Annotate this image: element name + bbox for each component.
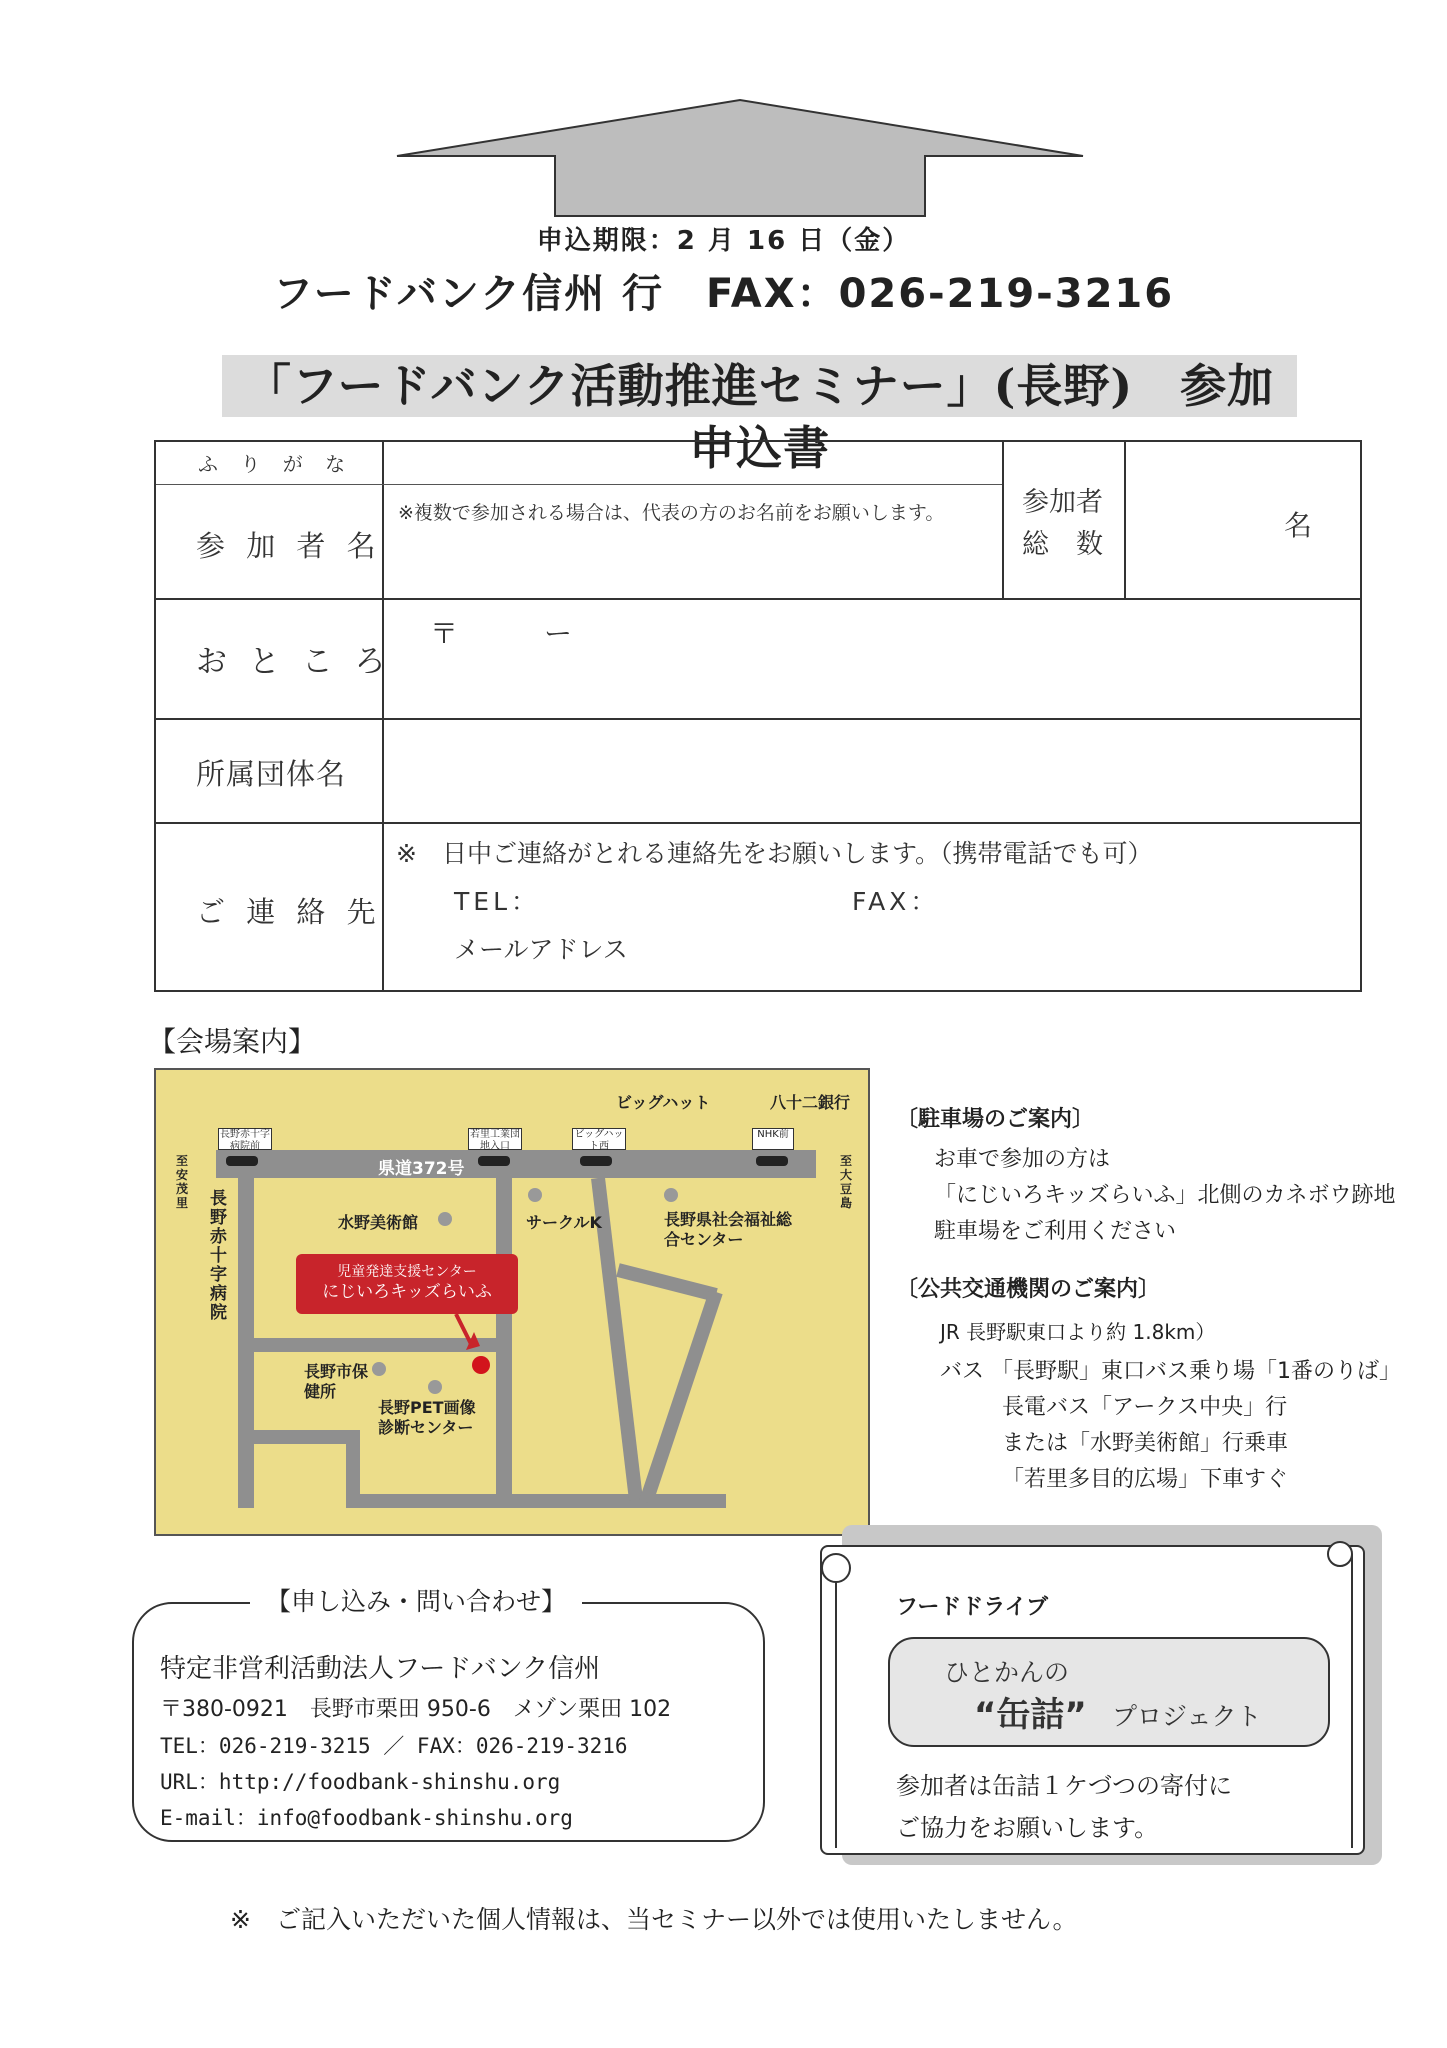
furigana-field[interactable] bbox=[384, 442, 1002, 484]
participant-name-note: ※複数で参加される場合は、代表の方のお名前をお願いします。 bbox=[398, 502, 945, 524]
signal-red-cross: 長野赤十字病院前 bbox=[220, 1129, 270, 1152]
transit-heading: 〔公共交通機関のご案内〕 bbox=[896, 1277, 1161, 1302]
contact-field[interactable] bbox=[384, 824, 1362, 992]
health-center-label: 長野市保健所 bbox=[304, 1362, 369, 1401]
fax-destination: フードバンク信州 行 FAX：026-219-3216 bbox=[272, 271, 1175, 317]
participant-name-label: 参 加 者 名 bbox=[196, 529, 382, 563]
to-right-label: 至大豆島 bbox=[840, 1154, 853, 1210]
email-label: メールアドレス bbox=[454, 935, 628, 964]
address-field[interactable] bbox=[384, 600, 1362, 718]
privacy-note: ※ ご記入いただいた個人情報は、当セミナー以外では使用いたしません。 bbox=[230, 1905, 1078, 1934]
parking-line-2: 「にじいろキッズらいふ」北側のカネボウ跡地 bbox=[934, 1183, 1396, 1208]
furigana-divider bbox=[156, 484, 1002, 485]
upward-arrow-shape bbox=[395, 98, 1085, 218]
furigana-label: ふ り が な bbox=[198, 452, 354, 476]
postal-mark: 〒 bbox=[430, 617, 459, 650]
food-drive-title: フードドライブ bbox=[896, 1595, 1049, 1620]
parking-line-3: 駐車場をご利用ください bbox=[934, 1219, 1177, 1244]
bank-label: 八十二銀行 bbox=[770, 1093, 851, 1112]
project-can: “缶詰” bbox=[974, 1695, 1087, 1735]
contact-label: ご 連 絡 先 bbox=[196, 895, 382, 929]
contact-phone: TEL：026-219-3215 ／ FAX：026-219-3216 bbox=[160, 1734, 628, 1758]
address-label: お と こ ろ bbox=[196, 644, 392, 680]
venue-heading: 【会場案内】 bbox=[148, 1025, 317, 1058]
destination-line2: にじいろキッズらいふ bbox=[322, 1282, 492, 1302]
organization-label: 所属団体名 bbox=[196, 757, 347, 791]
project-line1: ひとかんの bbox=[944, 1658, 1070, 1687]
organization-field[interactable] bbox=[384, 720, 1362, 822]
total-participants-field[interactable] bbox=[1126, 442, 1362, 598]
contact-heading: 【申し込み・問い合わせ】 bbox=[250, 1582, 582, 1618]
total-label-line2: 総 数 bbox=[1022, 529, 1103, 560]
welfare-center-label: 長野県社会福祉総合センター bbox=[664, 1210, 793, 1249]
transit-line-5: 「若里多目的広場」下車すぐ bbox=[1002, 1467, 1289, 1492]
contact-url[interactable]: URL：http://foodbank-shinshu.org bbox=[160, 1770, 561, 1794]
signal-bighat-west: ビッグハット西 bbox=[572, 1128, 626, 1150]
to-left-label: 至安茂里 bbox=[176, 1154, 189, 1210]
contact-email[interactable]: E-mail：info@foodbank-shinshu.org bbox=[160, 1806, 573, 1830]
project-word: プロジェクト bbox=[1112, 1702, 1262, 1731]
parking-heading: 〔駐車場のご案内〕 bbox=[896, 1107, 1095, 1132]
parking-line-1: お車で参加の方は bbox=[934, 1147, 1111, 1172]
museum-label: 水野美術館 bbox=[338, 1213, 419, 1232]
food-drive-note-1: 参加者は缶詰１ケづつの寄付に bbox=[896, 1772, 1232, 1800]
road-label: 県道372号 bbox=[378, 1159, 465, 1179]
transit-line-1: JR 長野駅東口より約 1.8km） bbox=[940, 1320, 1216, 1344]
application-form bbox=[154, 440, 1362, 992]
food-drive-note-2: ご協力をお願いします。 bbox=[896, 1814, 1159, 1842]
postal-dash: ー bbox=[544, 617, 573, 650]
signal-nhk: NHK前 bbox=[752, 1128, 794, 1150]
circle-k-label: サークルK bbox=[526, 1213, 602, 1232]
contact-organization: 特定非営利活動法人フードバンク信州 bbox=[160, 1654, 601, 1684]
form-title: 「フードバンク活動推進セミナー」(長野) 参加申込書 bbox=[222, 355, 1297, 417]
venue-map bbox=[154, 1068, 870, 1536]
deadline-text: 申込期限：2 月 16 日（金） bbox=[536, 226, 911, 256]
hospital-label: 長野赤十字病院 bbox=[210, 1189, 227, 1323]
transit-line-3: 長電バス「アークス中央」行 bbox=[1002, 1395, 1288, 1420]
pet-center-marker bbox=[428, 1380, 442, 1394]
destination-pointer bbox=[156, 1070, 870, 1536]
contact-note: ※ 日中ご連絡がとれる連絡先をお願いします。（携帯電話でも可） bbox=[396, 839, 1153, 868]
big-hat-label: ビッグハット bbox=[616, 1093, 711, 1112]
participant-name-field[interactable] bbox=[384, 486, 1002, 598]
signal-wakasato: 若里工業団地入口 bbox=[470, 1129, 520, 1152]
contact-address: 〒380-0921 長野市栗田 950-6 メゾン栗田 102 bbox=[160, 1697, 672, 1722]
transit-line-2: バス 「長野駅」東口バス乗り場「1番のりば」 bbox=[940, 1359, 1401, 1384]
health-center-marker bbox=[372, 1362, 386, 1376]
destination-marker bbox=[472, 1356, 490, 1374]
total-label-line1: 参加者 bbox=[1022, 487, 1103, 518]
pet-center-label: 長野PET画像診断センター bbox=[378, 1398, 476, 1437]
destination-line1: 児童発達支援センター bbox=[337, 1264, 477, 1280]
fax-label: FAX： bbox=[852, 887, 940, 916]
can-project-box bbox=[888, 1637, 1330, 1747]
total-unit: 名 bbox=[1284, 509, 1313, 542]
transit-line-4: または「水野美術館」行乗車 bbox=[1002, 1431, 1289, 1456]
total-column-divider bbox=[1002, 442, 1004, 600]
tel-label: TEL： bbox=[454, 887, 540, 916]
